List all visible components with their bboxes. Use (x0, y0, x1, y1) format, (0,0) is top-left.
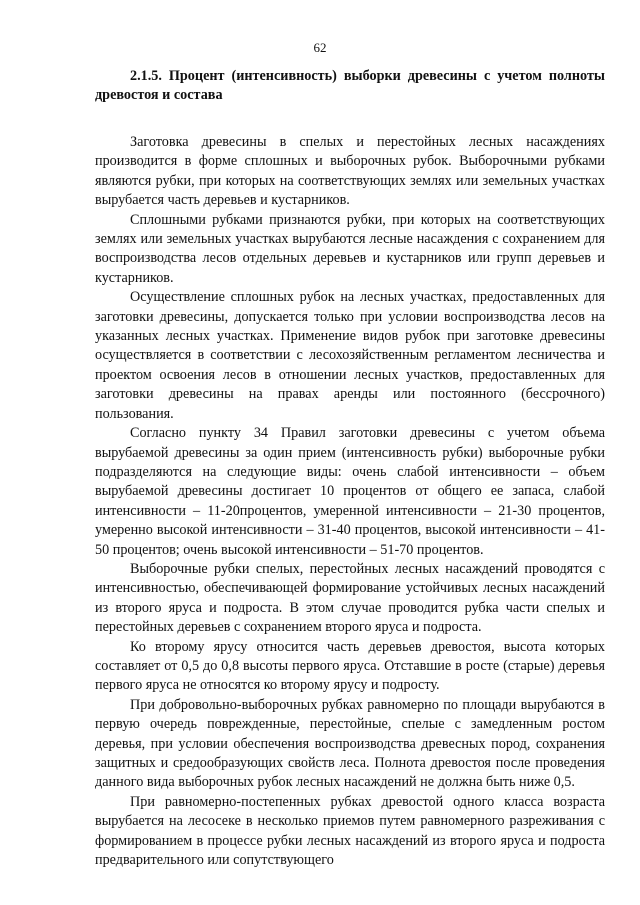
page-number: 62 (313, 40, 327, 55)
section-heading: 2.1.5. Процент (интенсивность) выборки древесины с учетом полноты древостоя и состава (95, 68, 605, 104)
document-body (95, 133, 605, 870)
paragraph: Сплошными рубками признаются рубки, при которых на соответствующих землях или земельных участках вырубаются лесные насаждения с сохранением для воспроизводства лесов отдельных деревьев и кустарников или групп деревьев и кустарников. (95, 211, 605, 286)
paragraph: Осуществление сплошных рубок на лесных участках, предоставленных для заготовки древесины, допускается только при условии воспроизводства лесов на указанных лесных участках. Применение видов рубок при заготовке древесины осуществляется в соответствии с лесохозяйственным регламентом лесничества и проектом освоения лесов в отношении лесных участков, предоставленных для заготовки древесины на правах аренды или постоянного (бессрочного) пользования. (95, 289, 605, 422)
paragraph: Ко второму ярусу относится часть деревьев древостоя, высота которых составляет от 0,5 до 0,8 высоты первого яруса. Отставшие в росте (старые) деревья первого яруса не относятся ко второму ярусу и подросту. (95, 638, 605, 694)
paragraph: Выборочные рубки спелых, перестойных лесных насаждений проводятся с интенсивностью, обеспечивающей формирование устойчивых лесных насаждений из второго яруса и подроста. В этом случае проводится рубка части спелых и перестойных деревьев с сохранением второго яруса и подроста. (95, 560, 605, 636)
paragraph: Заготовка древесины в спелых и перестойных лесных насаждениях производится в форме сплошных и выборочных рубок. Выборочными рубками являются рубки, при которых на соответствующих землях или земельных участках вырубается часть деревьев и кустарников. (95, 134, 605, 209)
paragraph: При равномерно-постепенных рубках древостой одного класса возраста вырубается на лесосеке в несколько приемов путем равномерного разреживания с формированием в процессе рубки лесных насаждений из второго яруса и подроста предварительного или сопутствующего (95, 793, 605, 869)
paragraph: Согласно пункту 34 Правил заготовки древесины с учетом объема вырубаемой древесины за один прием (интенсивность рубки) выборочные рубки подразделяются на следующие виды: очень слабой интенсивности – объем вырубаемой древесины достигает 10 процентов от общего ее запаса, слабой интенсивности – 11-20процентов, умеренной интенсивности – 21-30 процентов, умеренно высокой интенсивности – 31-40 процентов, высокой интенсивности – 41-50 процентов; очень высокой интенсивности – 51-70 процентов. (95, 425, 605, 558)
paragraph: При добровольно-выборочных рубках равномерно по площади вырубаются в первую очередь поврежденные, перестойные, спелые с замедленным ростом деревья, при условии обеспечения воспроизводства древесных пород, сохранения защитных и средообразующих свойств леса. Полнота древостоя после проведения данного вида выборочных рубок лесных насаждений не должна быть ниже 0,5. (95, 696, 605, 791)
